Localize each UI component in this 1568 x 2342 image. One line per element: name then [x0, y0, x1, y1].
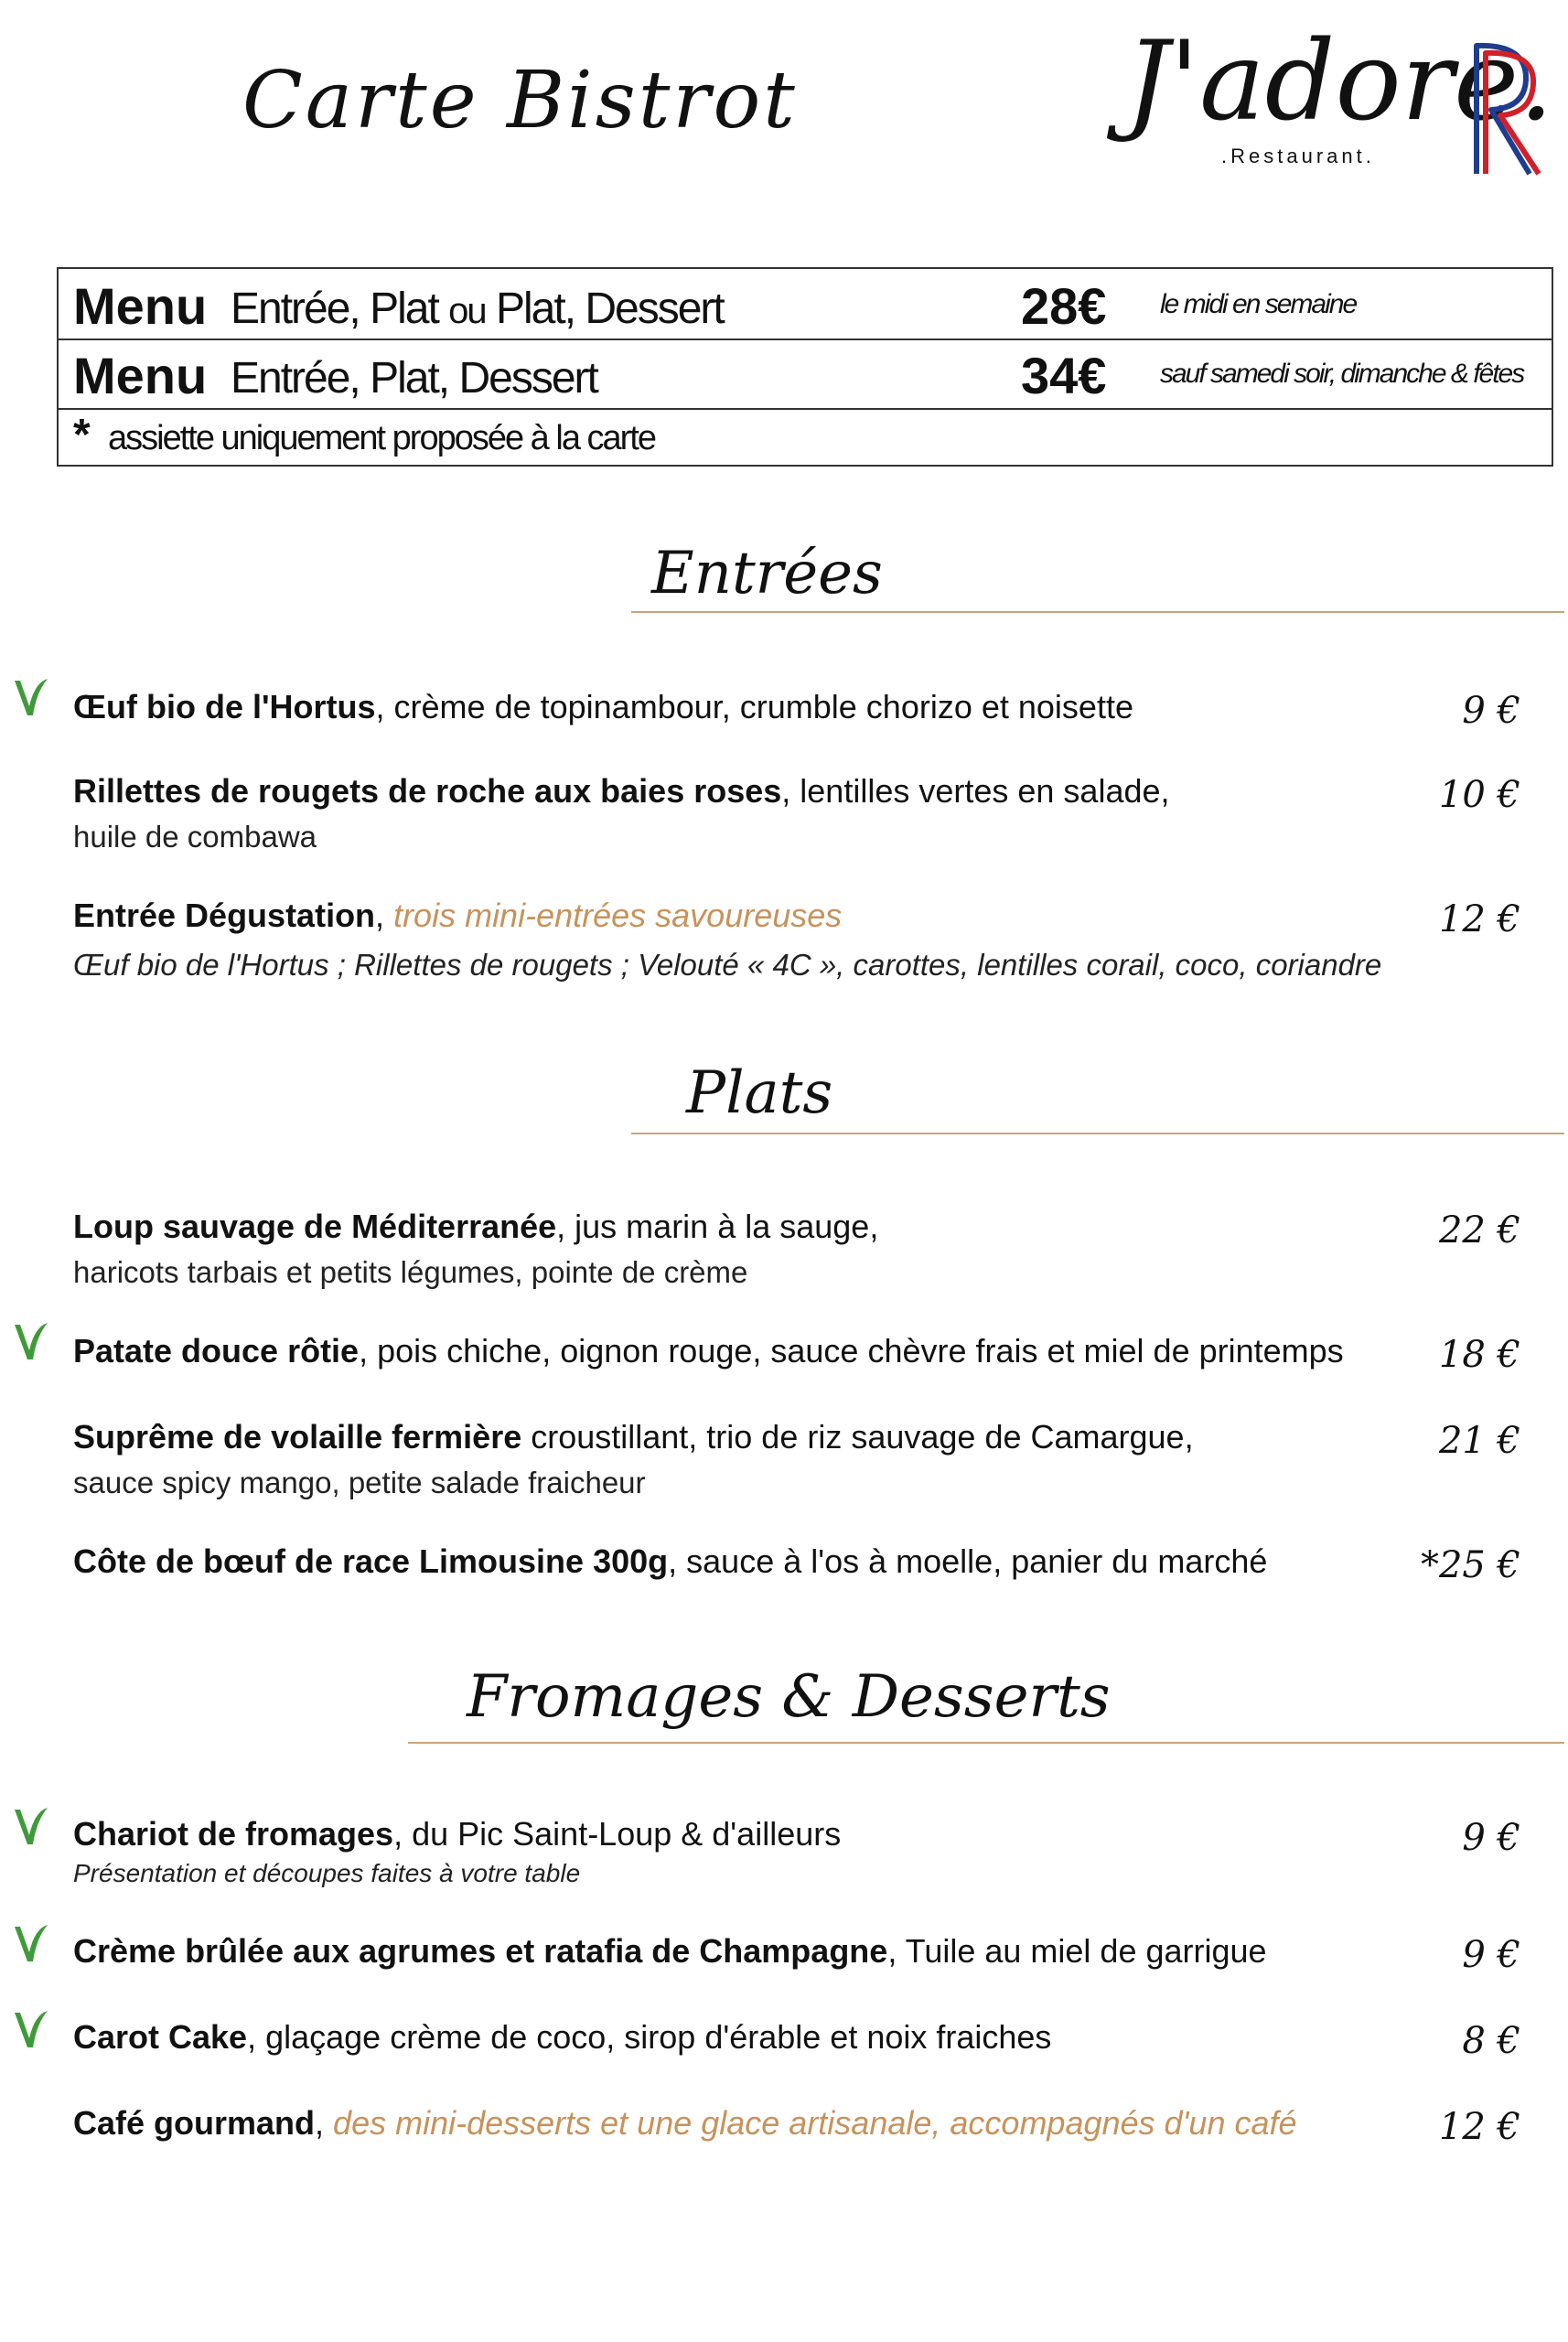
vegetarian-leaf-icon — [9, 675, 51, 721]
menu-note: le midi en semaine — [1160, 289, 1357, 319]
menu-item: Suprême de volaille fermière croustillant, trio de riz sauvage de Camargue, — [73, 1418, 1194, 1456]
menu-item: Patate douce rôtie, pois chiche, oignon rouge, sauce chèvre frais et miel de printemps — [73, 1332, 1344, 1370]
item-price: 9 € — [1462, 1934, 1520, 1976]
item-description-line: sauce spicy mango, petite salade fraicheur — [73, 1466, 646, 1499]
restaurant-logo — [1125, 18, 1554, 183]
item-description-line: Œuf bio de l'Hortus ; Rillettes de rougets ; Velouté « 4C », carottes, lentilles corail, coco, coriandre — [73, 948, 1382, 982]
logo-subtitle: .Restaurant. — [1221, 145, 1375, 167]
menu-item: Chariot de fromages, du Pic Saint-Loup & d'ailleurs — [73, 1815, 842, 1853]
menu-price: 28€ — [1021, 277, 1107, 335]
section-title-plats: Plats — [686, 1059, 833, 1127]
menu-item: Carot Cake, glaçage crème de coco, sirop d'érable et noix fraiches — [73, 2018, 1052, 2056]
section-divider — [631, 1133, 1564, 1134]
item-price: 22 € — [1438, 1209, 1520, 1252]
item-price: 12 € — [1438, 2106, 1520, 2148]
item-price: 12 € — [1438, 898, 1520, 940]
item-price: 18 € — [1438, 1334, 1520, 1376]
logo-r-flag-icon — [1464, 37, 1546, 183]
logo-wordmark: J'adore. — [1125, 18, 1554, 145]
menu-item: Côte de bœuf de race Limousine 300g, sauce à l'os à moelle, panier du marché — [73, 1542, 1268, 1580]
menu-formulas-box — [57, 267, 1553, 467]
footnote-text: assiette uniquement proposée à la carte — [108, 419, 655, 457]
section-title-desserts: Fromages & Desserts — [467, 1663, 1111, 1731]
item-description-line: huile de combawa — [73, 820, 317, 854]
vegetarian-leaf-icon — [9, 1921, 51, 1967]
item-price: 9 € — [1462, 1817, 1520, 1859]
section-divider — [631, 611, 1564, 613]
item-description-line: haricots tarbais et petits légumes, pointe de crème — [73, 1255, 748, 1289]
footnote-asterisk: * — [73, 411, 91, 459]
menu-description: Entrée, Plat ou Plat, Dessert — [231, 285, 724, 333]
vegetarian-leaf-icon — [9, 2007, 51, 2053]
menu-item: Café gourmand, des mini-desserts et une glace artisanale, accompagnés d'un café — [73, 2104, 1297, 2142]
menu-item: Œuf bio de l'Hortus, crème de topinambour, crumble chorizo et noisette — [73, 688, 1133, 725]
item-price: 10 € — [1438, 774, 1520, 816]
item-price: 8 € — [1462, 2020, 1520, 2062]
menu-description: Entrée, Plat, Dessert — [231, 354, 597, 403]
menu-label: Menu — [73, 277, 208, 335]
item-price: *25 € — [1420, 1544, 1520, 1586]
vegetarian-leaf-icon — [9, 1319, 51, 1365]
item-price: 9 € — [1462, 690, 1520, 732]
page-title: Carte Bistrot — [242, 55, 798, 146]
section-title-entrees: Entrées — [651, 540, 883, 607]
menu-item: Entrée Dégustation, trois mini-entrées savoureuses — [73, 897, 843, 934]
vegetarian-leaf-icon — [9, 1804, 51, 1850]
menu-row-34 — [59, 338, 1552, 410]
menu-item: Rillettes de rougets de roche aux baies roses, lentilles vertes en salade, — [73, 772, 1170, 810]
menu-label: Menu — [73, 347, 208, 404]
menu-footnote-row — [59, 408, 1552, 465]
menu-item: Loup sauvage de Méditerranée, jus marin à la sauge, — [73, 1208, 879, 1245]
item-description-line: Présentation et découpes faites à votre table — [73, 1859, 581, 1887]
menu-price: 34€ — [1021, 347, 1107, 404]
menu-note: sauf samedi soir, dimanche & fêtes — [1160, 359, 1524, 389]
menu-item: Crème brûlée aux agrumes et ratafia de Champagne, Tuile au miel de garrigue — [73, 1932, 1267, 1970]
item-price: 21 € — [1438, 1420, 1520, 1462]
menu-row-28 — [59, 269, 1552, 340]
section-divider — [408, 1742, 1564, 1744]
